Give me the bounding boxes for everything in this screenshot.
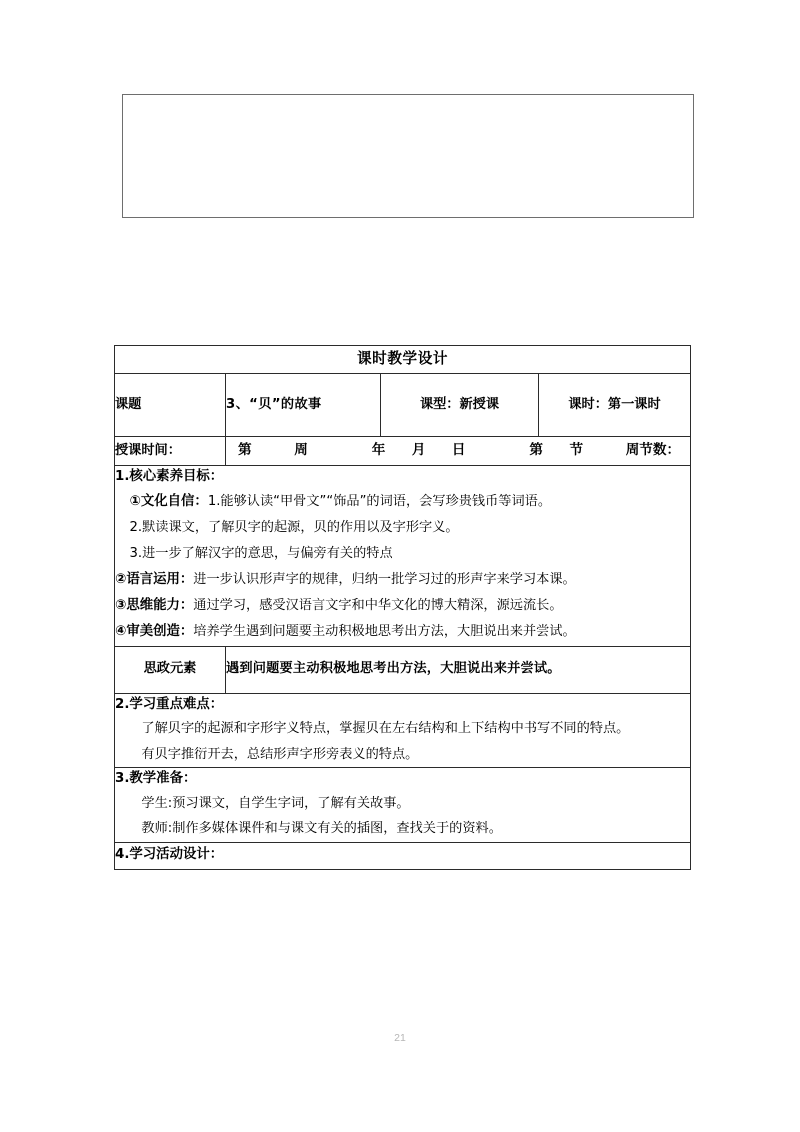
goal-item-1 — [115, 489, 690, 515]
activities-cell — [115, 842, 691, 869]
preparation-heading: 3.教学准备： — [115, 771, 197, 787]
goal-item-2 — [115, 515, 690, 541]
goal-label-4: ②语言运用： — [115, 571, 194, 587]
subject-label: 课题 — [115, 374, 226, 437]
goal-label-6: ④审美创造： — [115, 624, 194, 640]
table-row-schedule — [115, 437, 691, 466]
goal-item-5 — [115, 593, 690, 619]
goal-text-2: 2.默读课文，了解贝字的起源，贝的作用以及字形字义。 — [129, 520, 459, 536]
schedule-month: 月 — [411, 442, 426, 459]
subject-name: 3、“贝”的故事 — [226, 374, 381, 437]
schedule-fields-cell — [226, 437, 691, 466]
table-row-key-points — [115, 693, 691, 767]
goal-text-3: 3.进一步了解汉字的意思，与偏旁有关的特点 — [129, 545, 393, 561]
schedule-label: 授课时间： — [115, 437, 226, 466]
schedule-period-prefix: 第 — [529, 442, 544, 459]
lesson-period: 课时：第一课时 — [539, 374, 691, 437]
table-row-goals — [115, 466, 691, 647]
schedule-weekly-count: 周节数： — [625, 442, 681, 459]
table-row-sizheng — [115, 646, 691, 693]
goal-item-6 — [115, 619, 690, 645]
header-empty-box — [122, 94, 694, 218]
goals-cell — [115, 466, 691, 647]
preparation-line-1: 学生:预习课文，自学生字词，了解有关故事。 — [141, 795, 410, 811]
goal-text-5: 通过学习，感受汉语言文字和中华文化的博大精深，源远流长。 — [193, 598, 563, 614]
lesson-plan-table — [114, 345, 691, 870]
table-row-subject — [115, 374, 691, 437]
schedule-period-unit: 节 — [569, 442, 584, 459]
table-row-activities — [115, 842, 691, 869]
preparation-cell — [115, 768, 691, 842]
goal-item-4 — [115, 567, 690, 593]
schedule-week-prefix: 第 — [238, 442, 252, 459]
table-row-preparation — [115, 768, 691, 842]
lesson-type: 课型：新授课 — [381, 374, 539, 437]
schedule-week-unit: 周 — [294, 442, 308, 459]
goal-text-6: 培养学生遇到问题要主动积极地思考出方法，大胆说出来并尝试。 — [193, 624, 576, 640]
key-points-heading: 2.学习重点难点： — [115, 696, 224, 712]
page-number: 21 — [394, 1032, 406, 1044]
preparation-line-2: 教师:制作多媒体课件和与课文有关的插图，查找关于的资料。 — [141, 821, 502, 837]
lesson-plan-title: 课时教学设计 — [115, 346, 691, 374]
activities-heading: 4.学习活动设计： — [115, 847, 224, 863]
goal-label-1: ①文化自信： — [129, 493, 208, 509]
key-points-line-2: 有贝字推衍开去，总结形声字形旁表义的特点。 — [141, 746, 419, 762]
goal-label-5: ③思维能力： — [115, 598, 194, 614]
goals-heading: 1.核心素养目标： — [115, 469, 224, 484]
schedule-year: 年 — [371, 442, 386, 459]
key-points-line-1: 了解贝字的起源和字形字义特点，掌握贝在左右结构和上下结构中书写不同的特点。 — [141, 721, 630, 737]
key-points-cell — [115, 693, 691, 767]
schedule-day: 日 — [451, 442, 466, 459]
goal-item-3 — [115, 541, 690, 567]
goal-text-4: 进一步认识形声字的规律，归纳一批学习过的形声字来学习本课。 — [193, 571, 576, 587]
goal-text-1: 1.能够认读“甲骨文”“饰品”的词语，会写珍贵钱币等词语。 — [207, 493, 552, 509]
sizheng-text: 遇到问题要主动积极地思考出方法，大胆说出来并尝试。 — [226, 646, 691, 693]
sizheng-label: 思政元素 — [115, 646, 226, 693]
table-row-title — [115, 346, 691, 374]
